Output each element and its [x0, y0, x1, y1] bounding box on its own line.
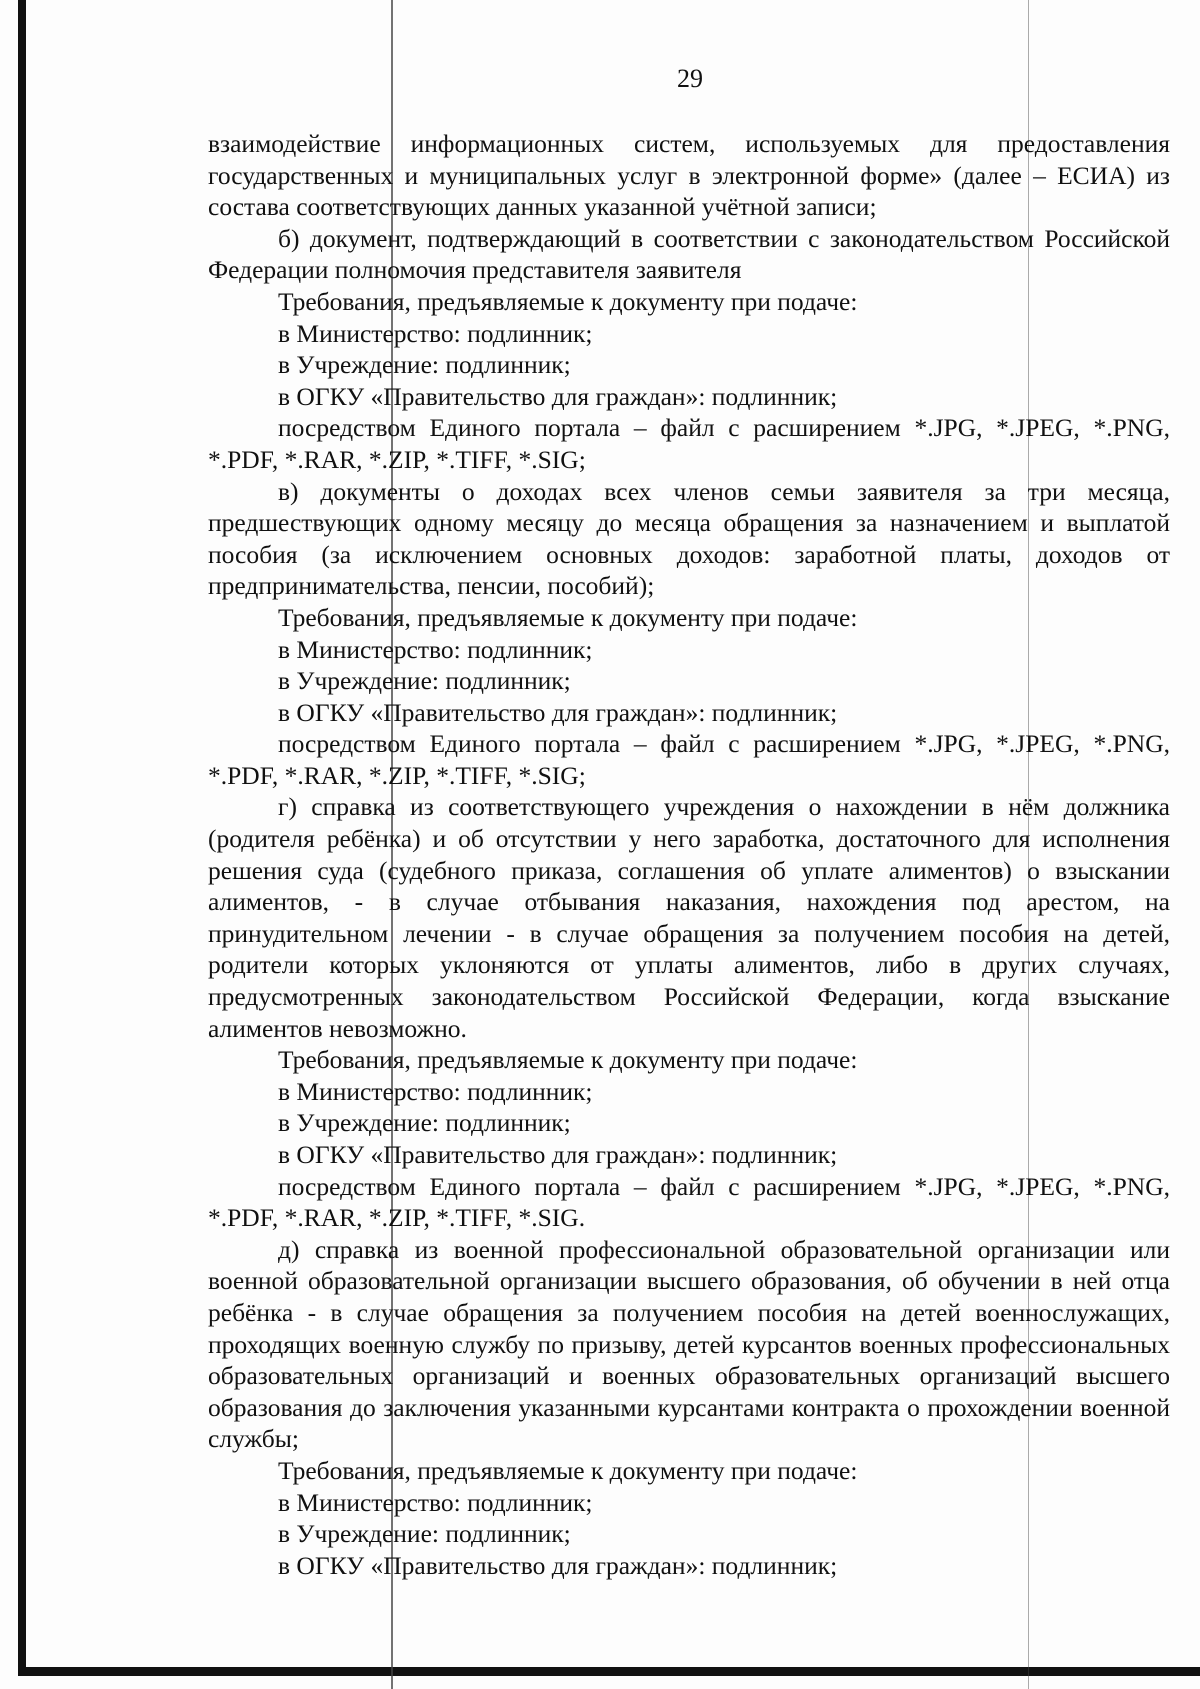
- paragraph: в Министерство: подлинник;: [278, 318, 593, 348]
- paragraph: г) справка из соответствующего учреждения о нахождении в нём должника (родителя ребёнка) и об отсутствии у него заработка, достаточного для исполнения решения суда (судебного приказа, соглашения об уплате алиментов) о взыскании алиментов, - в случае отбывания наказания, нахождения под арестом, на принудительном лечении - в случае обращения за получением пособия на детей, родители которых уклоняются от уплаты алиментов, либо в других случаях, предусмотренных законодательством Российской Федерации, когда взыскание алиментов невозможно.: [208, 792, 1170, 1043]
- paragraph: в Министерство: подлинник;: [278, 634, 593, 664]
- paragraph: д) справка из военной профессиональной образовательной организации или военной образовательной организации высшего образования, об обучении в ней отца ребёнка - в случае обращения за получением пособия на детей военнослужащих, проходящих военную службу по призыву, детей курсантов военных профессиональных образовательных организаций и военных образовательных организаций высшего образования до заключения указанными курсантами контракта о прохождении военной службы;: [208, 1234, 1170, 1454]
- paragraph: Требования, предъявляемые к документу при подаче:: [278, 602, 858, 632]
- scan-edge-left: [18, 0, 26, 1676]
- page-number: 29: [677, 64, 703, 93]
- paragraph: в ОГКУ «Правительство для граждан»: подлинник;: [278, 381, 838, 411]
- paragraph: посредством Единого портала – файл с расширением *.JPG, *.JPEG, *.PNG, *.PDF, *.RAR, *.ZIP, *.TIFF, *.SIG;: [208, 729, 1170, 790]
- paragraph: в Учреждение: подлинник;: [278, 1519, 571, 1549]
- paragraph: в ОГКУ «Правительство для граждан»: подлинник;: [278, 1140, 838, 1169]
- paragraph: в Министерство: подлинник;: [278, 1487, 593, 1517]
- paragraph: Требования, предъявляемые к документу при подаче:: [278, 1045, 858, 1075]
- paragraph: в Министерство: подлинник;: [278, 1076, 593, 1106]
- paragraph: в) документы о доходах всех членов семьи заявителя за три месяца, предшествующих одному месяцу до месяца обращения за назначением и выплатой пособия (за исключением основных доходов: заработной платы, доходов от предпринимательства, пенсии, пособий);: [208, 476, 1170, 601]
- paragraph: в ОГКУ «Правительство для граждан»: подлинник;: [278, 697, 838, 727]
- paragraph: Требования, предъявляемые к документу при подаче:: [278, 1455, 858, 1485]
- document-body: [208, 128, 1170, 1581]
- scan-edge-bottom: [22, 1667, 1200, 1676]
- paragraph: посредством Единого портала – файл с расширением *.JPG, *.JPEG, *.PNG, *.PDF, *.RAR, *.ZIP, *.TIFF, *.SIG.: [208, 1171, 1170, 1233]
- paragraph: Требования, предъявляемые к документу при подаче:: [278, 286, 858, 316]
- paragraph: взаимодействие информационных систем, используемых для предоставления государственных и муниципальных услуг в электронной форме» (далее – ЕСИА) из состава соответствующих данных указанной учётной записи;: [208, 129, 1170, 222]
- paragraph: в ОГКУ «Правительство для граждан»: подлинник;: [278, 1550, 838, 1580]
- paragraph: в Учреждение: подлинник;: [278, 666, 571, 696]
- paragraph: б) документ, подтверждающий в соответствии с законодательством Российской Федерации полномочия представителя заявителя: [208, 223, 1170, 285]
- paragraph: в Учреждение: подлинник;: [278, 350, 571, 380]
- paragraph: в Учреждение: подлинник;: [278, 1108, 571, 1138]
- paragraph: посредством Единого портала – файл с расширением *.JPG, *.JPEG, *.PNG, *.PDF, *.RAR, *.ZIP, *.TIFF, *.SIG;: [208, 413, 1170, 474]
